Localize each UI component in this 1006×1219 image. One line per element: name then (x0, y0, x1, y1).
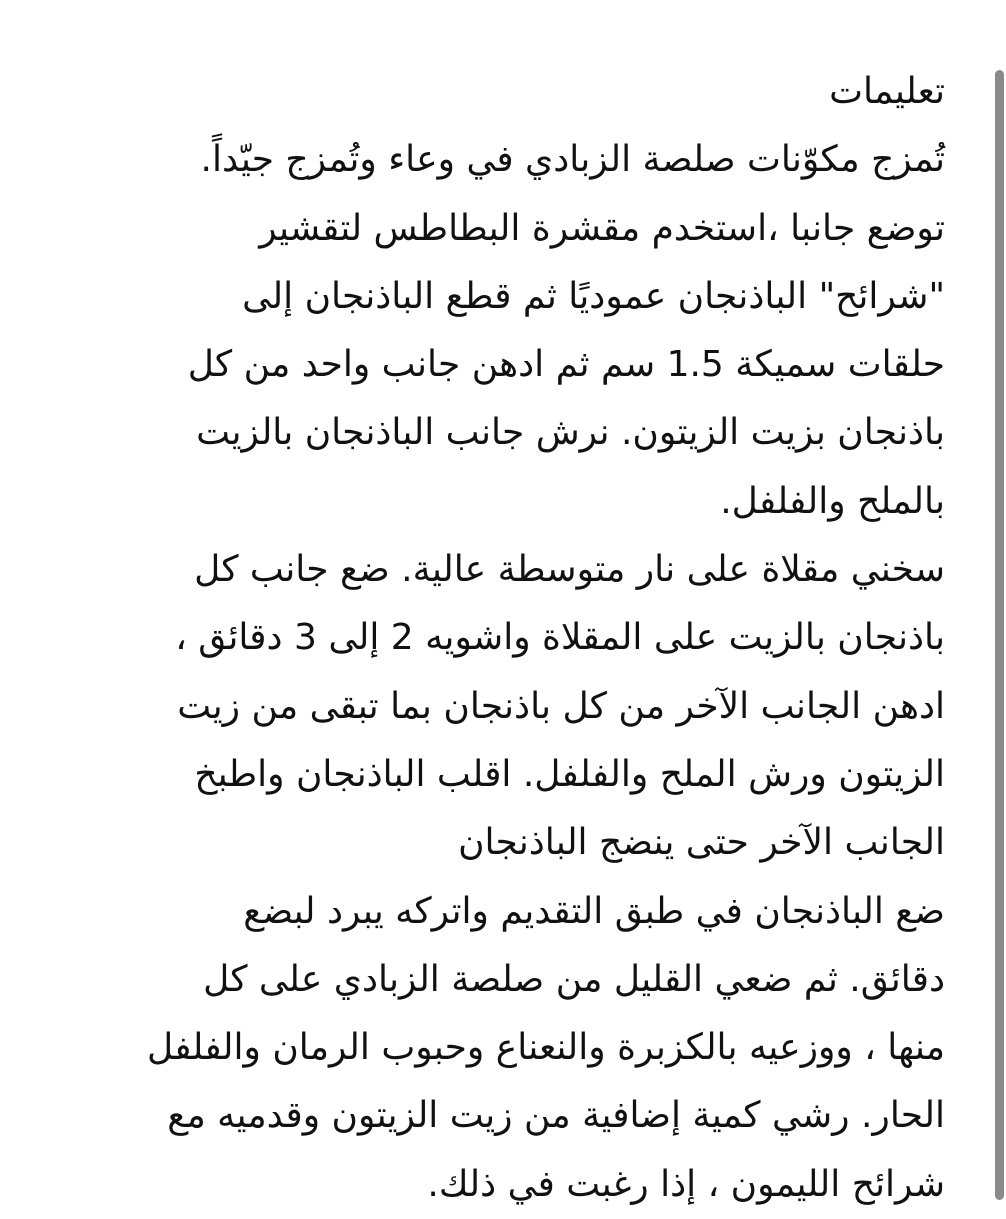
text-line: الزيتون ورش الملح والفلفل. اقلب الباذنجان واطبخ (194, 753, 945, 795)
text-line: بالملح والفلفل. (720, 480, 945, 522)
text-line: دقائق. ثم ضعي القليل من صلصة الزبادي على كل (203, 958, 945, 1000)
text-line: منها ، ووزعيه بالكزبرة والنعناع وحبوب الرمان والفلفل (146, 1027, 945, 1069)
text-line: باذنجان بزيت الزيتون. نرش جانب الباذنجان بالزيت (196, 412, 945, 454)
text-line: باذنجان بالزيت على المقلاة واشويه 2 إلى 3 دقائق ، (175, 617, 945, 659)
instructions-title: تعليمات (829, 71, 945, 112)
text-line: حلقات سميكة 1.5 سم ثم ادهن جانب واحد من كل (187, 344, 945, 386)
text-line: سخني مقلاة على نار متوسطة عالية. ضع جانب كل (194, 549, 945, 591)
instructions-text (40, 58, 945, 1219)
text-line: ادهن الجانب الآخر من كل باذنجان بما تبقى من زيت (177, 685, 945, 727)
text-line: الحار. رشي كمية إضافية من زيت الزيتون وقدميه مع (167, 1095, 945, 1137)
text-line: الجانب الآخر حتى ينضج الباذنجان (458, 822, 945, 864)
text-line: "شرائح" الباذنجان عموديًا ثم قطع الباذنجان إلى (242, 275, 945, 317)
text-line: شرائح الليمون ، إذا رغبت في ذلك. (427, 1163, 945, 1205)
text-line: ضع الباذنجان في طبق التقديم واتركه يبرد لبضع (243, 890, 945, 932)
vertical-scrollbar[interactable] (995, 70, 1004, 1200)
text-line: تُمزج مكوّنات صلصة الزبادي في وعاء وتُمزج جيّداً. (200, 139, 945, 181)
text-line: توضع جانبا ،استخدم مقشرة البطاطس لتقشير (259, 207, 945, 249)
